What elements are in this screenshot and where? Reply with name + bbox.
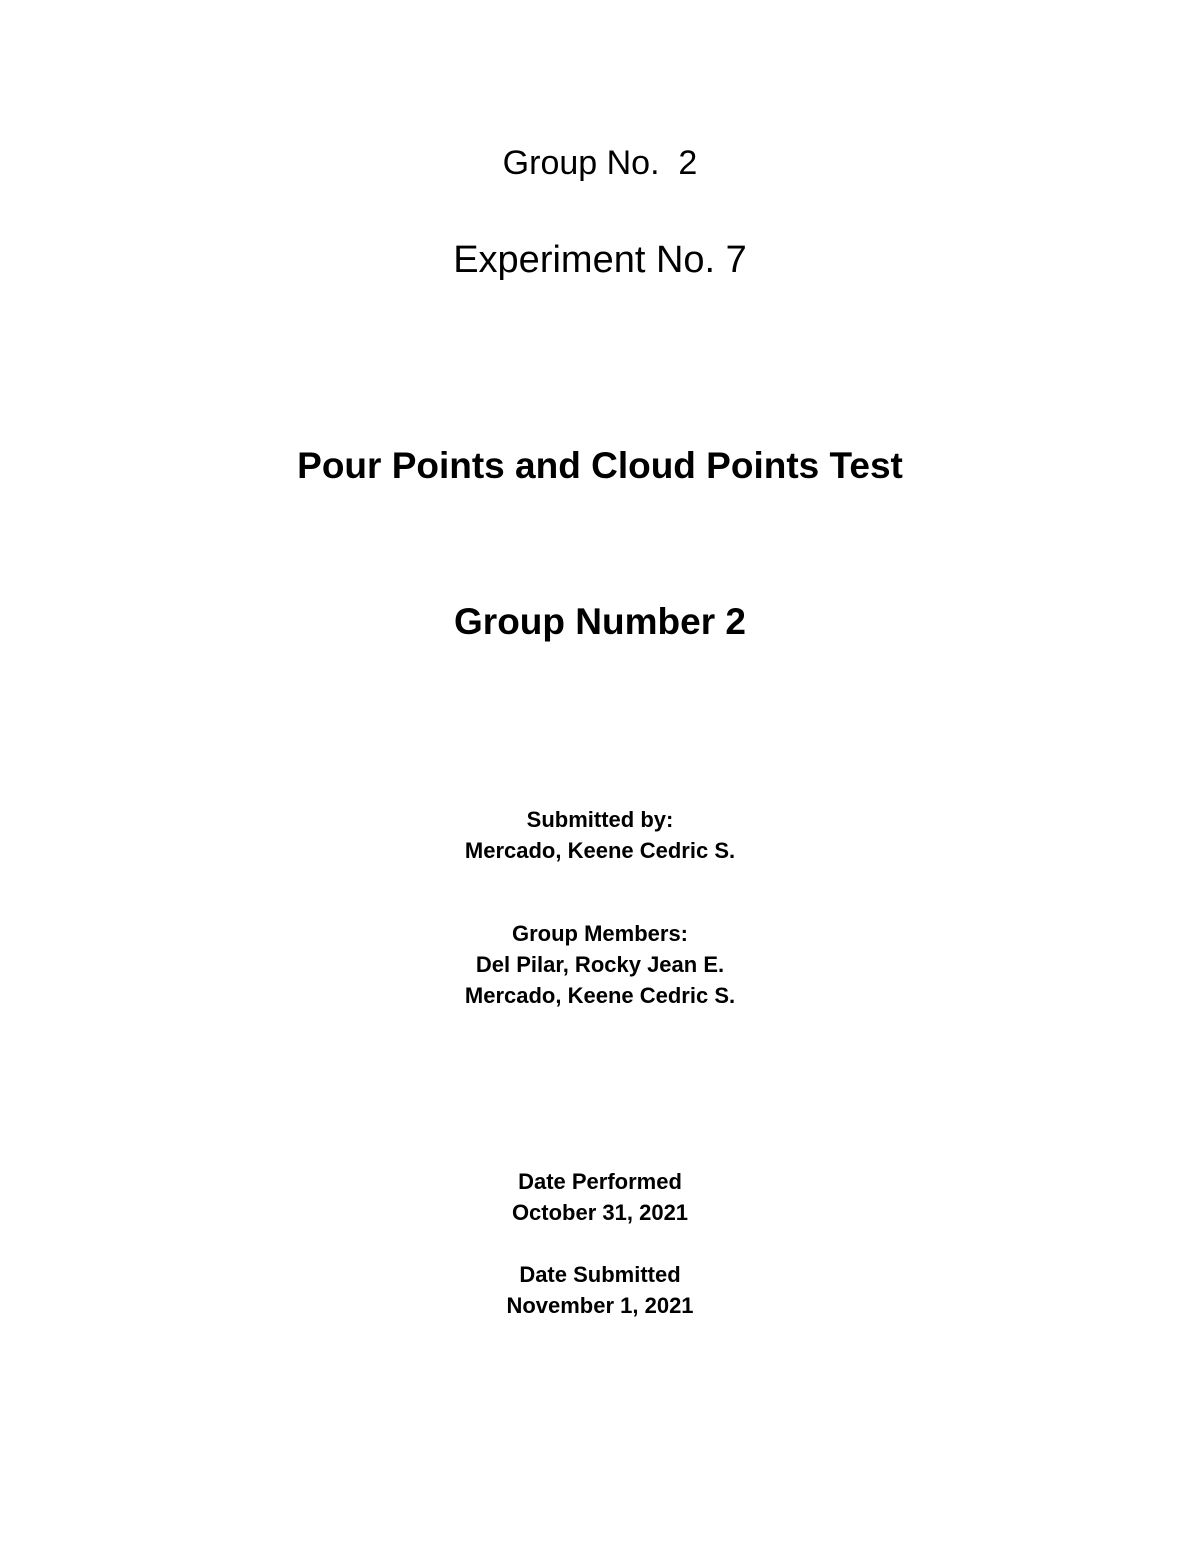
- submitted-by-label: Submitted by:: [526, 807, 674, 832]
- date-submitted-value: November 1, 2021: [506, 1293, 694, 1318]
- group-no-heading: Group No. 2: [502, 144, 698, 182]
- document-title: Pour Points and Cloud Points Test: [297, 445, 903, 486]
- group-member: Mercado, Keene Cedric S.: [464, 983, 736, 1008]
- experiment-no-heading: Experiment No. 7: [453, 239, 747, 281]
- group-members-label: Group Members:: [511, 921, 689, 946]
- group-member: Del Pilar, Rocky Jean E.: [475, 952, 725, 977]
- date-performed-label: Date Performed: [518, 1169, 682, 1194]
- submitted-by-name: Mercado, Keene Cedric S.: [464, 838, 736, 863]
- date-submitted-label: Date Submitted: [519, 1262, 681, 1287]
- group-number-heading: Group Number 2: [454, 601, 746, 642]
- date-performed-value: October 31, 2021: [511, 1200, 689, 1225]
